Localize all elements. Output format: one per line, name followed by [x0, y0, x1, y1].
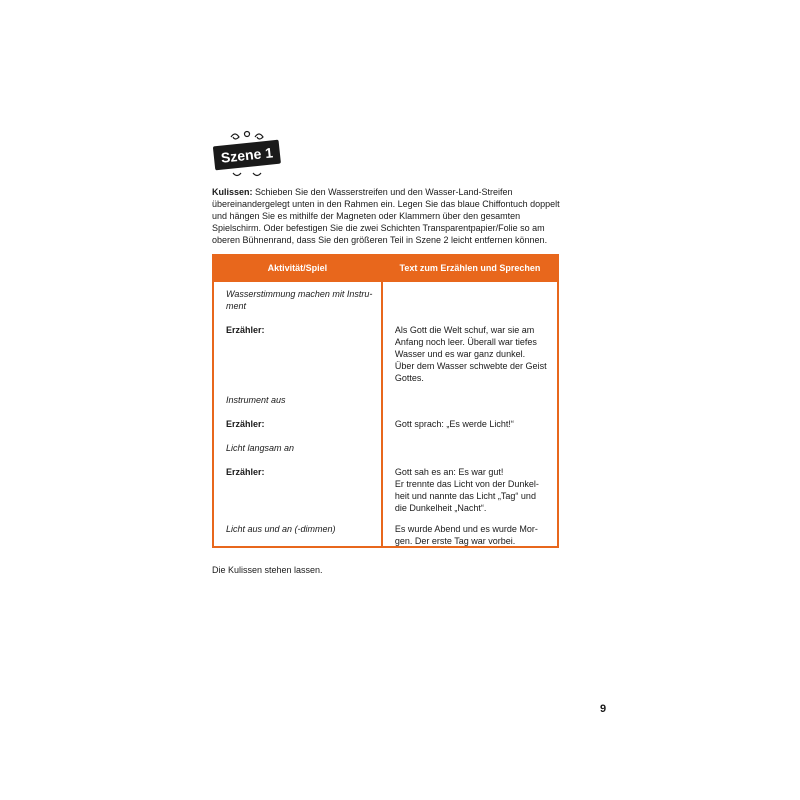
scene-badge-graphic [209, 128, 285, 178]
narration-block-4 [395, 523, 555, 547]
list-item: Als Gott die Welt schuf, war sie am [394, 325, 535, 335]
list-item: Wasserstimmung machen mit Instru- [226, 289, 373, 299]
list-item: Wasser und es war ganz dunkel. [394, 349, 526, 359]
list-item: gen. Der erste Tag war vorbei. [394, 536, 516, 546]
narration-block-1 [395, 324, 555, 384]
activity-light-dim: Licht aus und an (-dimmen) [226, 524, 336, 534]
list-item: Es wurde Abend und es wurde Mor- [394, 524, 538, 534]
table-header-row [213, 255, 558, 281]
swirl-bottom-right-icon [253, 173, 261, 176]
activity-narrator-1: Erzähler: [226, 325, 265, 335]
closing-note: Die Kulissen stehen lassen. [212, 565, 323, 575]
table-row [213, 281, 558, 547]
swirl-bottom-left-icon [233, 173, 241, 176]
intro-label: Kulissen: [212, 187, 253, 197]
header-text: Text zum Erzählen und Sprechen [382, 255, 558, 281]
swirl-right-icon [255, 134, 263, 139]
page-number: 9 [600, 703, 607, 715]
list-item: ment [226, 301, 247, 311]
list-item: Gott sah es an: Es war gut! [394, 467, 504, 477]
activity-cell [213, 281, 382, 547]
scene-label: Szene 1 [220, 144, 274, 166]
list-item: Gott sprach: „Es werde Licht!“ [394, 419, 514, 429]
narration-block-2 [395, 418, 555, 430]
narration-block-3 [395, 466, 555, 514]
intro-text: Schieben Sie den Wasserstreifen und den Wasser-Land-Streifen übereinandergelegt unten in den Rahmen ein. Legen Sie das blaue Chiffontuch doppelt und hängen Sie es mithilfe der Magneten oder Klammern über den gesamten Spielschirm. Oder befestigen Sie die zwei Schichten Transparentpapier/Folie so am oberen Bühnenrand, dass Sie den größeren Teil in Szene 2 leicht entfernen können. [212, 187, 560, 245]
list-item: die Dunkelheit „Nacht“. [394, 503, 487, 513]
intro-paragraph [212, 186, 560, 246]
swirl-center-icon [245, 132, 250, 137]
activity-narrator-3: Erzähler: [226, 467, 265, 477]
activity-narrator-2: Erzähler: [226, 419, 265, 429]
list-item: Gottes. [394, 373, 424, 383]
activity-water-mood [226, 288, 374, 312]
narration-cell [382, 281, 558, 547]
list-item: heit und nannte das Licht „Tag“ und [394, 491, 536, 501]
scene-badge [209, 128, 285, 178]
swirl-left-icon [231, 134, 239, 139]
list-item: Anfang noch leer. Überall war tiefes [394, 337, 537, 347]
list-item: Er trennte das Licht von der Dunkel- [394, 479, 539, 489]
activity-instrument-off: Instrument aus [226, 395, 286, 405]
script-table [212, 254, 559, 548]
header-activity: Aktivität/Spiel [213, 255, 382, 281]
activity-light-on: Licht langsam an [226, 443, 295, 453]
list-item: Über dem Wasser schwebte der Geist [394, 361, 547, 371]
